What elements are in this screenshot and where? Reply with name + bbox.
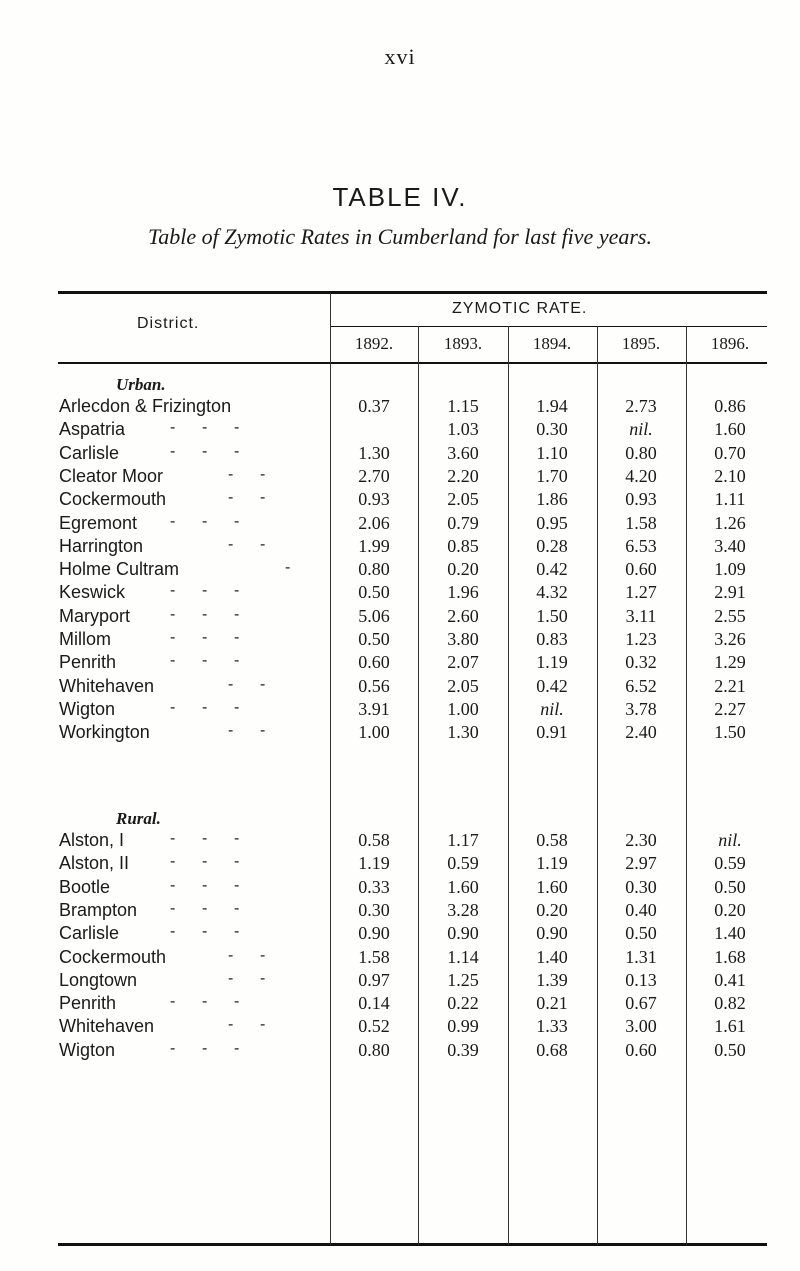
table-row bbox=[0, 466, 800, 490]
leader-dashes: - bbox=[285, 559, 291, 577]
table-row bbox=[0, 900, 800, 924]
district-name: Millom bbox=[59, 629, 111, 649]
district-name: Whitehaven bbox=[59, 675, 155, 696]
rate-cell: 0.58 bbox=[358, 830, 390, 850]
rate-cell: 1.25 bbox=[447, 969, 479, 990]
rate-cell: nil. bbox=[718, 830, 742, 850]
rate-cell: 0.20 bbox=[714, 899, 746, 920]
page-number: xvi bbox=[384, 44, 416, 69]
rate-cell: 0.59 bbox=[714, 853, 746, 874]
rate-cell: 2.97 bbox=[625, 853, 657, 874]
rate-cell: 6.52 bbox=[625, 675, 657, 696]
rate-cell: 1.86 bbox=[536, 489, 568, 510]
rate-cell: 1.94 bbox=[536, 396, 568, 416]
table-row bbox=[0, 853, 800, 877]
leader-dashes: - - - bbox=[170, 419, 240, 437]
district-name: Carlisle bbox=[59, 442, 120, 463]
district-name: Holme Cultram bbox=[59, 559, 180, 580]
rate-cell: 1.03 bbox=[447, 419, 479, 440]
table-row bbox=[0, 1040, 800, 1064]
rate-cell: 2.10 bbox=[714, 465, 746, 486]
rate-cell: 0.42 bbox=[536, 675, 568, 696]
leader-dashes: - - bbox=[228, 722, 266, 740]
district-name: Penrith bbox=[59, 993, 117, 1014]
leader-dashes: - - bbox=[228, 535, 266, 553]
table-row bbox=[0, 722, 800, 746]
rate-cell: 0.52 bbox=[358, 1016, 390, 1037]
table-title: TABLE IV. bbox=[332, 182, 468, 212]
rate-cell: 6.53 bbox=[625, 535, 657, 556]
rate-cell: 0.33 bbox=[358, 876, 390, 897]
rate-cell: 0.91 bbox=[536, 722, 568, 743]
rate-cell: 2.27 bbox=[714, 698, 746, 719]
rate-cell: 0.22 bbox=[447, 993, 479, 1014]
rate-cell: 0.85 bbox=[447, 535, 479, 556]
leader-dashes: - - - bbox=[170, 923, 240, 941]
rate-cell: 1.58 bbox=[358, 946, 390, 967]
rate-cell: 0.80 bbox=[625, 442, 657, 463]
rate-cell: 1.40 bbox=[536, 946, 568, 967]
section-label-urban: Urban. bbox=[116, 375, 166, 394]
rate-cell: 1.15 bbox=[447, 396, 479, 416]
district-name: Cockermouth bbox=[59, 946, 167, 967]
table-row bbox=[0, 993, 800, 1017]
leader-dashes: - - - bbox=[170, 698, 240, 716]
leader-dashes: - - - bbox=[170, 1039, 240, 1057]
rate-cell: 2.60 bbox=[447, 605, 479, 626]
district-name: Cockermouth bbox=[59, 489, 167, 510]
table-row bbox=[0, 947, 800, 971]
leader-dashes: - - - bbox=[170, 652, 240, 670]
rate-cell: 1.00 bbox=[358, 722, 390, 743]
rate-cell: 4.20 bbox=[625, 465, 657, 486]
leader-dashes: - - - bbox=[170, 629, 240, 646]
rate-cell: 0.90 bbox=[447, 923, 479, 944]
rate-cell: 0.80 bbox=[358, 1039, 390, 1060]
rate-cell: 0.50 bbox=[714, 876, 746, 897]
district-name: Alston, II bbox=[59, 853, 130, 874]
rate-cell: 0.79 bbox=[447, 512, 479, 533]
year-header-1894: 1894. bbox=[532, 334, 572, 353]
rate-cell: 2.91 bbox=[714, 582, 746, 603]
rate-cell: 0.68 bbox=[536, 1039, 568, 1060]
rate-cell: 2.70 bbox=[358, 465, 390, 486]
district-name: Cleator Moor bbox=[59, 465, 164, 486]
leader-dashes: - - - bbox=[170, 830, 240, 847]
rate-cell: 1.50 bbox=[536, 605, 568, 626]
rate-cell: 0.20 bbox=[536, 899, 568, 920]
rate-cell: 0.60 bbox=[358, 652, 390, 673]
rate-cell: 3.26 bbox=[714, 629, 746, 649]
rate-cell: 1.58 bbox=[625, 512, 657, 533]
district-name: Wigton bbox=[59, 698, 116, 719]
rate-cell: 3.40 bbox=[714, 535, 746, 556]
section-label-rural: Rural. bbox=[116, 809, 161, 828]
rate-cell: 0.50 bbox=[625, 923, 657, 944]
rate-cell: 0.37 bbox=[358, 396, 390, 416]
table-row bbox=[0, 699, 800, 723]
table-top-rule bbox=[58, 291, 767, 294]
table-bottom-rule bbox=[58, 1243, 767, 1246]
district-name: Penrith bbox=[59, 652, 117, 673]
year-header-1895: 1895. bbox=[621, 334, 661, 353]
district-name: Bootle bbox=[59, 876, 111, 897]
rate-cell: 0.50 bbox=[358, 629, 390, 649]
rate-cell: 1.70 bbox=[536, 465, 568, 486]
rate-cell: 1.19 bbox=[536, 853, 568, 874]
table-row bbox=[0, 676, 800, 700]
rate-cell: 0.86 bbox=[714, 396, 746, 416]
rate-cell: 0.58 bbox=[536, 830, 568, 850]
year-header-1893: 1893. bbox=[443, 334, 483, 353]
rate-cell: 0.30 bbox=[358, 899, 390, 920]
table-row bbox=[0, 629, 800, 653]
district-name: Maryport bbox=[59, 605, 131, 626]
rate-cell: 1.29 bbox=[714, 652, 746, 673]
district-name: Wigton bbox=[59, 1039, 116, 1060]
rate-cell: 2.30 bbox=[625, 830, 657, 850]
rate-cell: 5.06 bbox=[358, 605, 390, 626]
rate-cell: 1.11 bbox=[714, 489, 746, 510]
rate-cell: 2.40 bbox=[625, 722, 657, 743]
leader-dashes: - - - bbox=[170, 993, 240, 1011]
rate-cell: 2.05 bbox=[447, 489, 479, 510]
district-header: District. bbox=[137, 315, 200, 332]
year-header-1892: 1892. bbox=[354, 334, 394, 353]
rate-cell: 1.60 bbox=[447, 876, 479, 897]
table-row bbox=[0, 536, 800, 560]
rate-cell: 0.20 bbox=[447, 559, 479, 580]
rate-cell: 0.60 bbox=[625, 559, 657, 580]
district-name: Harrington bbox=[59, 535, 144, 556]
rate-cell: 0.97 bbox=[358, 969, 390, 990]
table-row bbox=[0, 419, 800, 443]
table-row bbox=[0, 830, 800, 854]
district-name: Egremont bbox=[59, 512, 138, 533]
leader-dashes: - - bbox=[228, 969, 266, 987]
zymotic-rate-header: ZYMOTIC RATE. bbox=[452, 300, 588, 317]
rate-cell: 1.27 bbox=[625, 582, 657, 603]
rate-cell: 1.61 bbox=[714, 1016, 746, 1037]
rate-cell: 1.19 bbox=[358, 853, 390, 874]
rate-cell: 2.21 bbox=[714, 675, 746, 696]
rate-cell: 2.73 bbox=[625, 396, 657, 416]
rate-cell: 0.95 bbox=[536, 512, 568, 533]
rate-cell: 3.78 bbox=[625, 698, 657, 719]
rate-cell: 0.39 bbox=[447, 1039, 479, 1060]
table-row bbox=[0, 877, 800, 901]
rate-cell: 1.33 bbox=[536, 1016, 568, 1037]
table-row bbox=[0, 970, 800, 994]
rate-cell: nil. bbox=[629, 419, 653, 440]
rate-cell: 0.56 bbox=[358, 675, 390, 696]
rate-cell: 1.39 bbox=[536, 969, 568, 990]
rate-cell: 0.32 bbox=[625, 652, 657, 673]
rate-cell: 2.55 bbox=[714, 605, 746, 626]
rate-cell: 3.60 bbox=[447, 442, 479, 463]
year-header-rule bbox=[330, 326, 767, 327]
rate-cell: 1.31 bbox=[625, 946, 657, 967]
rate-cell: 1.68 bbox=[714, 946, 746, 967]
district-name: Aspatria bbox=[59, 419, 126, 440]
leader-dashes: - - bbox=[228, 675, 266, 693]
rate-cell: 1.19 bbox=[536, 652, 568, 673]
leader-dashes: - - bbox=[228, 946, 266, 964]
district-name: Longtown bbox=[59, 969, 138, 990]
rate-cell: 2.20 bbox=[447, 465, 479, 486]
rate-cell: 0.90 bbox=[358, 923, 390, 944]
table-row bbox=[0, 443, 800, 467]
leader-dashes: - - - bbox=[170, 899, 240, 917]
rate-cell: 0.30 bbox=[625, 876, 657, 897]
table-row bbox=[0, 1016, 800, 1040]
rate-cell: 4.32 bbox=[536, 582, 568, 603]
rate-cell: 1.26 bbox=[714, 512, 746, 533]
rate-cell: 0.41 bbox=[714, 969, 746, 990]
rate-cell: 0.83 bbox=[536, 629, 568, 649]
rate-cell: 0.42 bbox=[536, 559, 568, 580]
leader-dashes: - - bbox=[228, 465, 266, 483]
rate-cell: 1.14 bbox=[447, 946, 479, 967]
rate-cell: 1.60 bbox=[714, 419, 746, 440]
district-name: Workington bbox=[59, 722, 150, 743]
district-name: Carlisle bbox=[59, 923, 120, 944]
table-row bbox=[0, 923, 800, 947]
rate-cell: 2.05 bbox=[447, 675, 479, 696]
rate-cell: 0.14 bbox=[358, 993, 390, 1014]
district-name: Brampton bbox=[59, 899, 138, 920]
rate-cell: 0.90 bbox=[536, 923, 568, 944]
district-name: Keswick bbox=[59, 582, 126, 603]
table-row bbox=[0, 559, 800, 583]
leader-dashes: - - bbox=[228, 489, 266, 507]
rate-cell: 0.82 bbox=[714, 993, 746, 1014]
rate-cell: 3.00 bbox=[625, 1016, 657, 1037]
rate-cell: 1.50 bbox=[714, 722, 746, 743]
rate-cell: 0.93 bbox=[358, 489, 390, 510]
rate-cell: 0.59 bbox=[447, 853, 479, 874]
rate-cell: 1.23 bbox=[625, 629, 657, 649]
rate-cell: 1.96 bbox=[447, 582, 479, 603]
leader-dashes: - - - bbox=[170, 582, 240, 600]
table-row bbox=[0, 489, 800, 513]
rate-cell: 1.60 bbox=[536, 876, 568, 897]
rate-cell: 1.00 bbox=[447, 698, 479, 719]
rate-cell: 0.60 bbox=[625, 1039, 657, 1060]
rate-cell: 3.28 bbox=[447, 899, 479, 920]
rate-cell: 1.09 bbox=[714, 559, 746, 580]
table-row bbox=[0, 582, 800, 606]
rate-cell: 0.80 bbox=[358, 559, 390, 580]
table-row bbox=[0, 652, 800, 676]
leader-dashes: - - - bbox=[170, 605, 240, 623]
district-name: Alston, I bbox=[59, 830, 125, 850]
rate-cell: 1.17 bbox=[447, 830, 479, 850]
rate-cell: 0.93 bbox=[625, 489, 657, 510]
year-header-1896: 1896. bbox=[710, 334, 750, 353]
rate-cell: 0.70 bbox=[714, 442, 746, 463]
leader-dashes: - - - bbox=[170, 876, 240, 894]
table-row bbox=[0, 513, 800, 537]
rate-cell: 1.30 bbox=[447, 722, 479, 743]
rate-cell: 0.13 bbox=[625, 969, 657, 990]
rate-cell: 0.99 bbox=[447, 1016, 479, 1037]
rate-cell: 1.30 bbox=[358, 442, 390, 463]
leader-dashes: - - - bbox=[170, 512, 240, 530]
table-row bbox=[0, 606, 800, 630]
rate-cell: 0.30 bbox=[536, 419, 568, 440]
rate-cell: 1.10 bbox=[536, 442, 568, 463]
district-name: Whitehaven bbox=[59, 1016, 155, 1037]
rate-cell: 0.21 bbox=[536, 993, 568, 1014]
header-bottom-rule bbox=[58, 362, 767, 364]
rate-cell: 0.50 bbox=[714, 1039, 746, 1060]
rate-cell: nil. bbox=[540, 698, 564, 719]
rate-cell: 1.40 bbox=[714, 923, 746, 944]
rate-cell: 3.80 bbox=[447, 629, 479, 649]
leader-dashes: - - bbox=[228, 1016, 266, 1034]
rate-cell: 0.40 bbox=[625, 899, 657, 920]
rate-cell: 0.28 bbox=[536, 535, 568, 556]
table-subtitle: Table of Zymotic Rates in Cumberland for last five years. bbox=[148, 224, 652, 249]
rate-cell: 2.06 bbox=[358, 512, 390, 533]
table-row bbox=[0, 396, 800, 420]
rate-cell: 3.91 bbox=[358, 698, 390, 719]
rate-cell: 0.67 bbox=[625, 993, 657, 1014]
rate-cell: 0.50 bbox=[358, 582, 390, 603]
rate-cell: 3.11 bbox=[625, 605, 657, 626]
district-name: Arlecdon & Frizington bbox=[59, 396, 232, 416]
leader-dashes: - - - bbox=[170, 442, 240, 460]
leader-dashes: - - - bbox=[170, 853, 240, 871]
rate-cell: 1.99 bbox=[358, 535, 390, 556]
rate-cell: 2.07 bbox=[447, 652, 479, 673]
